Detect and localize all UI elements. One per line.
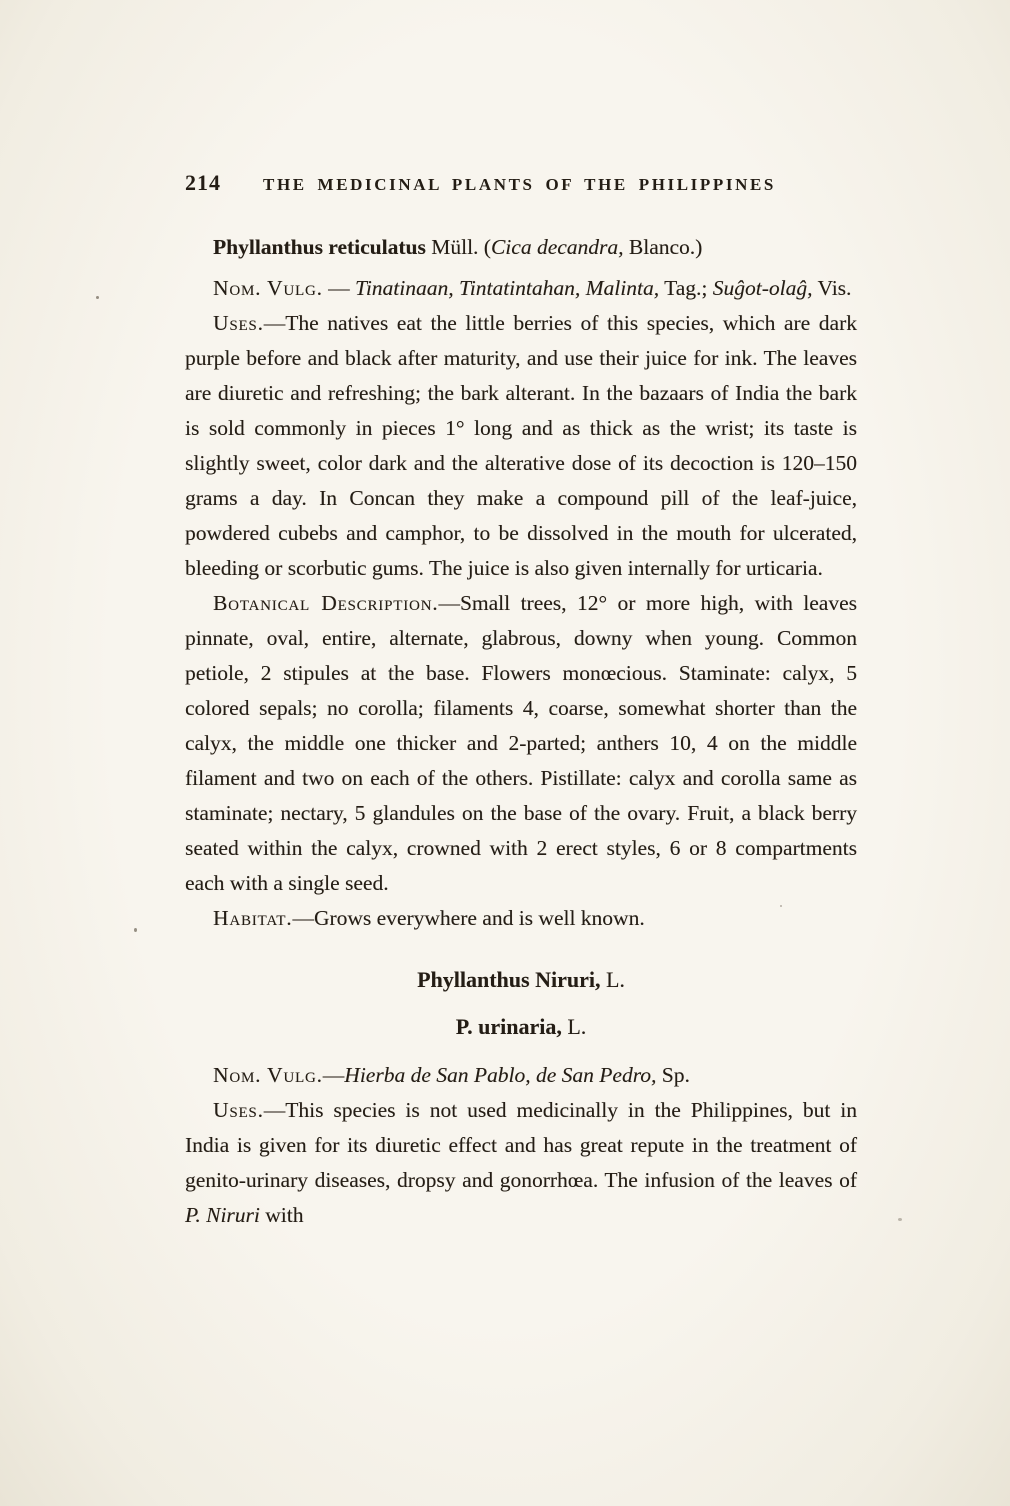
- nom-vulg-label-2: Nom. Vulg.: [213, 1063, 323, 1087]
- botanical-body: —Small trees, 12° or more high, with leaves pinnate, oval, entire, alternate, glabrous, downy when young. Common petiole, 2 stipules at the base. Flowers monœcious. Staminate: calyx, 5 colored sepals; no corolla; filaments 4, coarse, somewhat shorter than the calyx, the middle one thicker and 2-parted; anthers 10, 4 on the middle filament and two on each of the others. Pistillate: calyx and corolla same as staminate; nectary, 5 glandules on the base of the ovary. Fruit, a black berry seated within the calyx, crowned with 2 erect styles, 6 or 8 compartments each with a single seed.: [185, 591, 857, 895]
- synonym-italic: Cica decandra,: [490, 235, 624, 259]
- species-italic-inline: P. Niruri: [185, 1203, 260, 1227]
- vernacular-names-italic-2: Suĝot-olaĝ,: [712, 276, 813, 300]
- uses-body-part-1: —This species is not used medicinally in the Philippines, but in India is given for its diuretic effect and has great repute in the treatment of genito-urinary diseases, dropsy and gonorrhœa. The infusion of the leaves of: [185, 1098, 857, 1192]
- species-name-bold: Phyllanthus reticulatus: [213, 235, 426, 259]
- botanical-label: Botanical Description.: [213, 591, 439, 615]
- vis-label: Vis.: [812, 276, 852, 300]
- synonym-tail: Blanco.): [623, 235, 703, 259]
- niruri-heading: [185, 962, 857, 997]
- nom-vulg-paragraph: [185, 271, 857, 306]
- habitat-label: Habitat.: [213, 906, 293, 930]
- habitat-paragraph: [185, 901, 857, 936]
- urinaria-author: L.: [561, 1014, 587, 1039]
- authority-text: Müll. (: [425, 235, 491, 259]
- scan-speck: [898, 1218, 902, 1221]
- nom-vulg-dash: —: [322, 276, 356, 300]
- text-block: [185, 170, 857, 1233]
- botanical-description-paragraph: [185, 586, 857, 901]
- uses-body-part-2: with: [259, 1203, 304, 1227]
- page-header: [185, 170, 857, 196]
- uses-body: —The natives eat the little berries of this species, which are dark purple before and black after maturity, and use their juice for ink. The leaves are diuretic and refreshing; the bark alterant. In the bazaars of India the bark is sold commonly in pieces 1° long and as thick as the wrist; its taste is slightly sweet, color dark and the alterative dose of its decoction is 120–150 grams a day. In Concan they make a compound pill of the leaf-juice, powdered cubebs and camphor, to be dissolved in the mouth for ulcerated, bleeding or scorbutic gums. The juice is also given internally for urticaria.: [185, 311, 857, 580]
- niruri-author: L.: [600, 967, 625, 992]
- uses-label-2: Uses.: [213, 1098, 264, 1122]
- urinaria-heading: [185, 1009, 857, 1044]
- nom-vulg-dash-2: —: [322, 1063, 345, 1087]
- scan-speck: [134, 928, 137, 932]
- urinaria-name-bold: P. urinaria,: [455, 1014, 562, 1039]
- article-phyllanthus-niruri: [185, 962, 857, 1233]
- nom-vulg-label: Nom. Vulg.: [213, 276, 323, 300]
- scan-speck: [96, 296, 99, 299]
- vernacular-names-italic-3: Hierba de San Pablo, de San Pedro,: [344, 1063, 657, 1087]
- article-phyllanthus-reticulatus: [185, 230, 857, 936]
- species-heading: [185, 230, 857, 265]
- niruri-name-bold: Phyllanthus Niruri,: [417, 967, 601, 992]
- tag-label: Tag.;: [659, 276, 713, 300]
- page-number: 214: [185, 170, 221, 195]
- uses-label: Uses.: [213, 311, 264, 335]
- habitat-body: —Grows everywhere and is well known.: [292, 906, 645, 930]
- running-title: THE MEDICINAL PLANTS OF THE PHILIPPINES: [263, 175, 776, 194]
- uses-paragraph-2: [185, 1093, 857, 1233]
- nom-vulg-paragraph-2: [185, 1058, 857, 1093]
- sp-label: Sp.: [656, 1063, 690, 1087]
- vernacular-names-italic: Tinatinaan, Tintatintahan, Malinta,: [355, 276, 660, 300]
- uses-paragraph: [185, 306, 857, 586]
